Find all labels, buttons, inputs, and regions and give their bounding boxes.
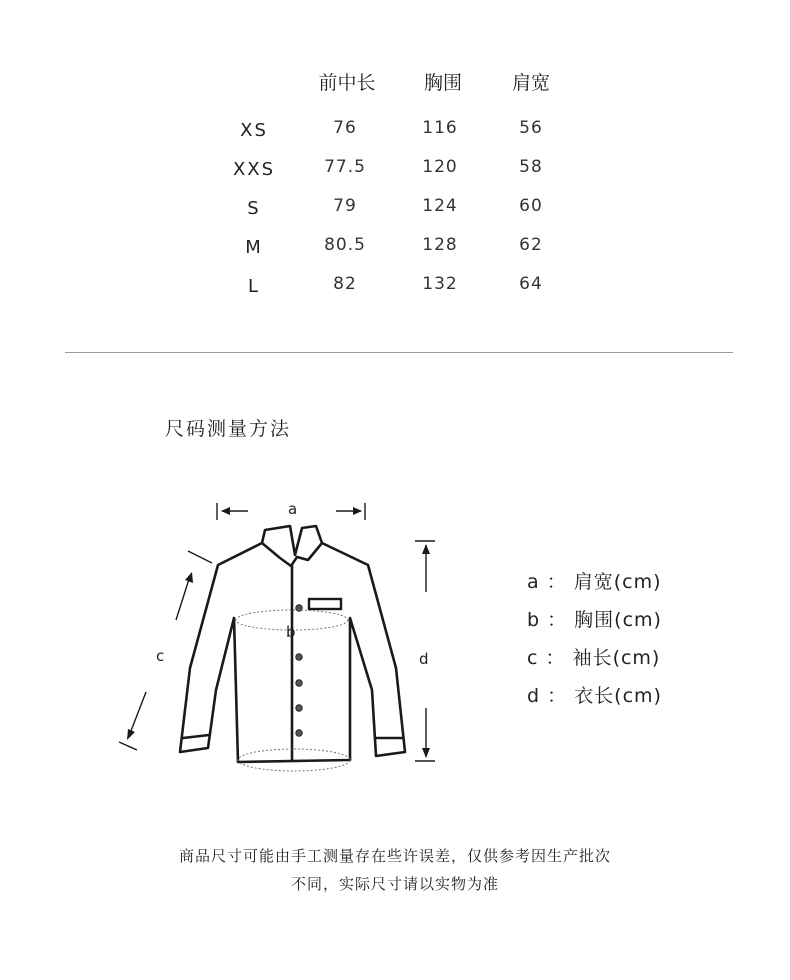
column-header-chest: 胸围 bbox=[423, 72, 462, 94]
legend-item-d bbox=[527, 681, 662, 708]
table-cell: 120 bbox=[422, 157, 458, 177]
column-header-front-length: 前中长 bbox=[318, 72, 376, 94]
legend-item-a bbox=[527, 567, 662, 594]
table-cell: 64 bbox=[519, 274, 543, 294]
shirt-collar bbox=[262, 526, 322, 566]
label-a: a bbox=[288, 500, 298, 518]
table-cell: 128 bbox=[422, 235, 458, 255]
legend-key: c bbox=[527, 647, 539, 669]
label-d: d bbox=[419, 650, 429, 668]
legend-key: a bbox=[527, 571, 540, 593]
size-label: XXS bbox=[232, 159, 276, 180]
table-cell: 56 bbox=[519, 118, 543, 138]
button-dot bbox=[296, 654, 302, 660]
legend-item-b bbox=[527, 605, 662, 632]
legend-key: b bbox=[527, 609, 541, 631]
table-cell: 116 bbox=[422, 118, 458, 138]
legend-sep: ： bbox=[545, 647, 566, 669]
size-label: L bbox=[247, 276, 261, 297]
table-cell: 124 bbox=[422, 196, 458, 216]
table-cell: 76 bbox=[333, 118, 357, 138]
note-line-1: 商品尺寸可能由手工测量存在些许误差，仅供参考因生产批次 bbox=[178, 847, 611, 865]
section-divider bbox=[65, 352, 733, 353]
label-c: c bbox=[156, 647, 165, 665]
note-line-2: 不同，实际尺寸请以实物为准 bbox=[290, 875, 499, 893]
legend-key: d bbox=[527, 685, 541, 707]
legend-item-c bbox=[527, 643, 660, 670]
measure-method-title: 尺码测量方法 bbox=[165, 418, 292, 440]
table-cell: 62 bbox=[519, 235, 543, 255]
table-cell: 80.5 bbox=[324, 235, 366, 255]
label-b: b bbox=[286, 623, 296, 641]
legend-text: 肩宽(cm) bbox=[573, 571, 662, 593]
button-dot bbox=[296, 730, 302, 736]
shirt-measurement-diagram bbox=[110, 490, 450, 790]
legend-sep: ： bbox=[546, 571, 567, 593]
legend-text: 衣长(cm) bbox=[574, 685, 662, 707]
table-cell: 82 bbox=[333, 274, 357, 294]
size-label: M bbox=[245, 237, 263, 258]
size-label: XS bbox=[240, 120, 268, 141]
table-cell: 58 bbox=[519, 157, 543, 177]
legend-text: 胸围(cm) bbox=[574, 609, 662, 631]
table-cell: 132 bbox=[422, 274, 458, 294]
legend-sep: ： bbox=[547, 609, 568, 631]
size-label: S bbox=[247, 198, 261, 219]
legend-text: 袖长(cm) bbox=[572, 647, 661, 669]
button-dot bbox=[296, 705, 302, 711]
pocket bbox=[309, 599, 341, 609]
button-dot bbox=[296, 680, 302, 686]
table-cell: 60 bbox=[519, 196, 543, 216]
column-header-shoulder: 肩宽 bbox=[511, 72, 550, 94]
table-cell: 77.5 bbox=[324, 157, 366, 177]
legend-sep: ： bbox=[547, 685, 568, 707]
table-cell: 79 bbox=[333, 196, 357, 216]
